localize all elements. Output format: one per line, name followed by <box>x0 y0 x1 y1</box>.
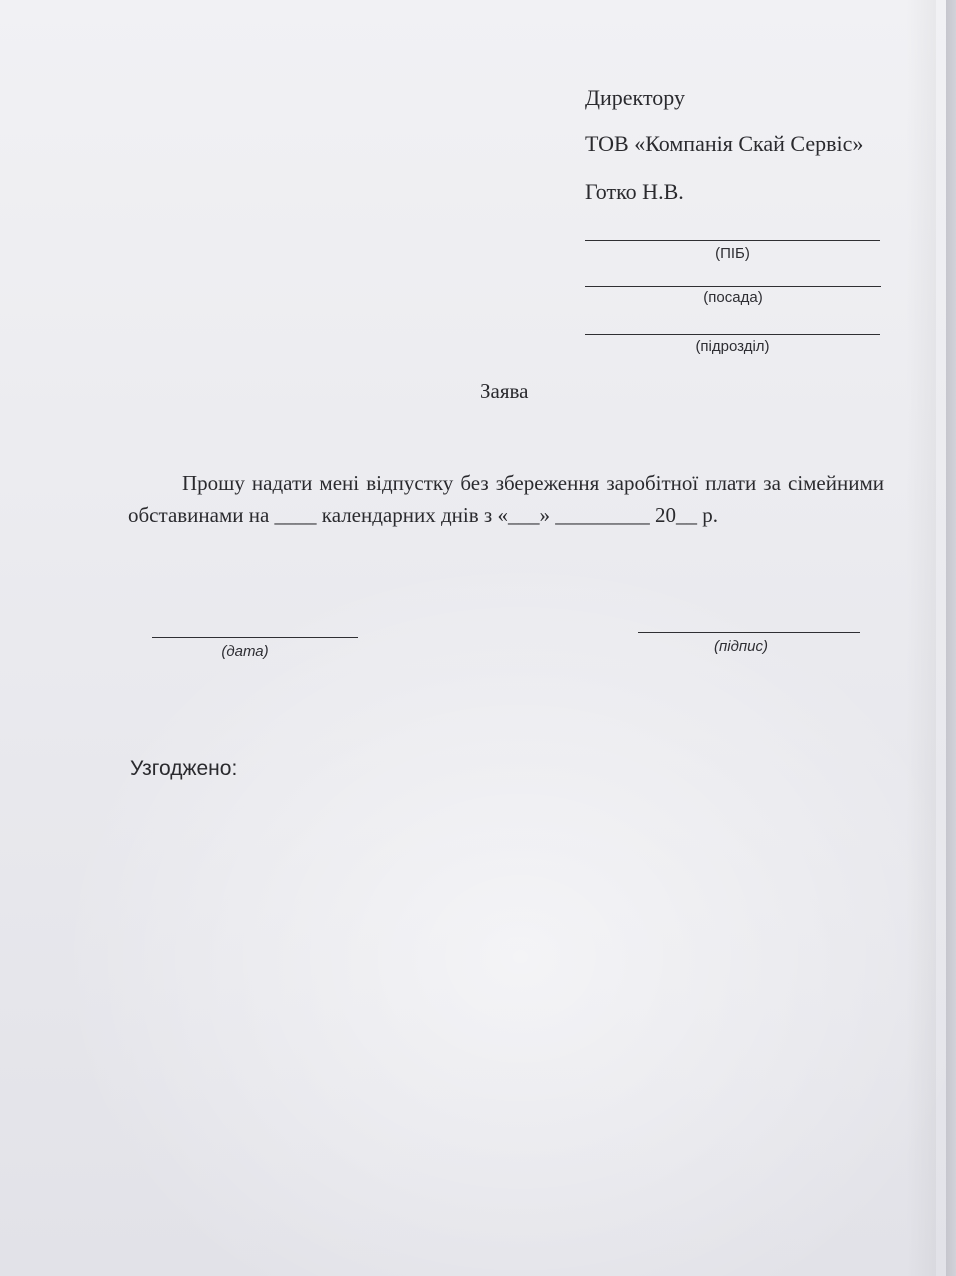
position-field-line <box>585 286 881 287</box>
addressee-line-name: Готко Н.В. <box>585 179 684 204</box>
signature-caption: (підпис) <box>714 638 768 655</box>
signature-line <box>638 632 860 633</box>
name-field-caption: (ПІБ) <box>715 245 750 262</box>
request-paragraph <box>128 467 884 531</box>
position-field-caption: (посада) <box>703 289 763 306</box>
addressee-line-director: Директору <box>585 85 685 110</box>
date-line <box>152 637 358 638</box>
department-field-line <box>585 334 880 335</box>
agreed-label: Узгоджено: <box>130 757 238 780</box>
request-text: Прошу надати мені відпустку без збереження заробітної плати за сімейними обставинами на ____ календарних днів з «___» _________ 20__ р. <box>128 471 884 527</box>
document-title: Заява <box>480 379 529 403</box>
background-surface <box>946 0 956 1276</box>
department-field-caption: (підрозділ) <box>695 338 770 355</box>
date-caption: (дата) <box>221 643 269 660</box>
paper-shading <box>906 0 936 1276</box>
name-field-line <box>585 240 880 241</box>
addressee-line-company: ТОВ «Компанія Скай Сервіс» <box>585 131 864 156</box>
